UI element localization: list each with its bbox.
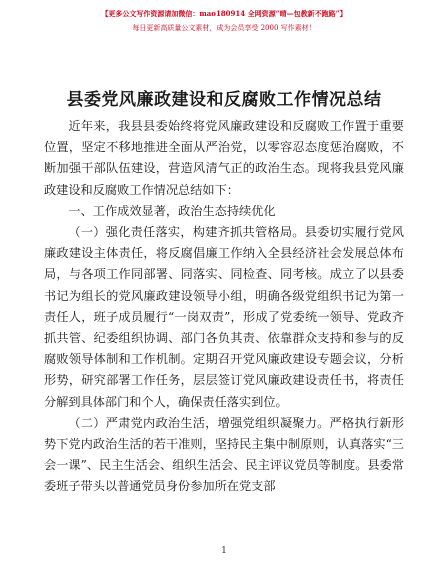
body-paragraph-2: （二）严肃党内政治生活，增强党组织凝聚力。严格执行新形势下党内政治生活的若干准则，坚持民主集中制原则，认真落实“三会一课”、民主生活会、组织生活会、民主评议党员等制度。县委常委班子带头以普通党员身份参加所在党支部 [44,415,404,494]
promo-banner-line1: 【更多公文写作资源请加微信：mao180914 全网资源“晴—包教新不跑路”】 [101,9,347,18]
body-paragraph-intro: 近年来，我县县委始终将党风廉政建设和反腐败工作置于重要位置，坚定不移地推进全面从严治党，以零容忍态度惩治腐败，不断加强干部队伍建设，营造风清气正的政治生态。现将我县党风廉政建设和反腐败工作情况总结如下： [44,119,404,197]
promo-banner-line2: 每日更新高质量公文素材，成为会员享受 2000 写作素材！ [132,24,316,32]
page-number: 1 [221,546,227,556]
document-title: 县委党风廉政建设和反腐败工作情况总结 [66,90,382,110]
section-heading-1: 一、工作成效显著，政治生态持续优化 [68,203,276,218]
body-paragraph-1: （一）强化责任落实，构建齐抓共管格局。县委切实履行党风廉政建设主体责任，将反腐倡廉工作纳入全县经济社会发展总体布局，与各项工作同部署、同落实、同检查、同考核。成立了以县委书记为组长的党风廉政建设领导小组，明确各级党组织书记为第一责任人，班子成员履行“一岗双责”，形成了党委统一领导、党政齐抓共管、纪委组织协调、部门各负其责、依靠群众支持和参与的反腐败领导体制和工作机制。定期召开党风廉政建设专题会议，分析形势，研究部署工作任务，层层签订党风廉政建设责任书，将责任分解到具体部门和个人，确保责任落实到位。 [44,225,404,409]
promo-banner [0,6,448,36]
document-body [44,116,404,498]
